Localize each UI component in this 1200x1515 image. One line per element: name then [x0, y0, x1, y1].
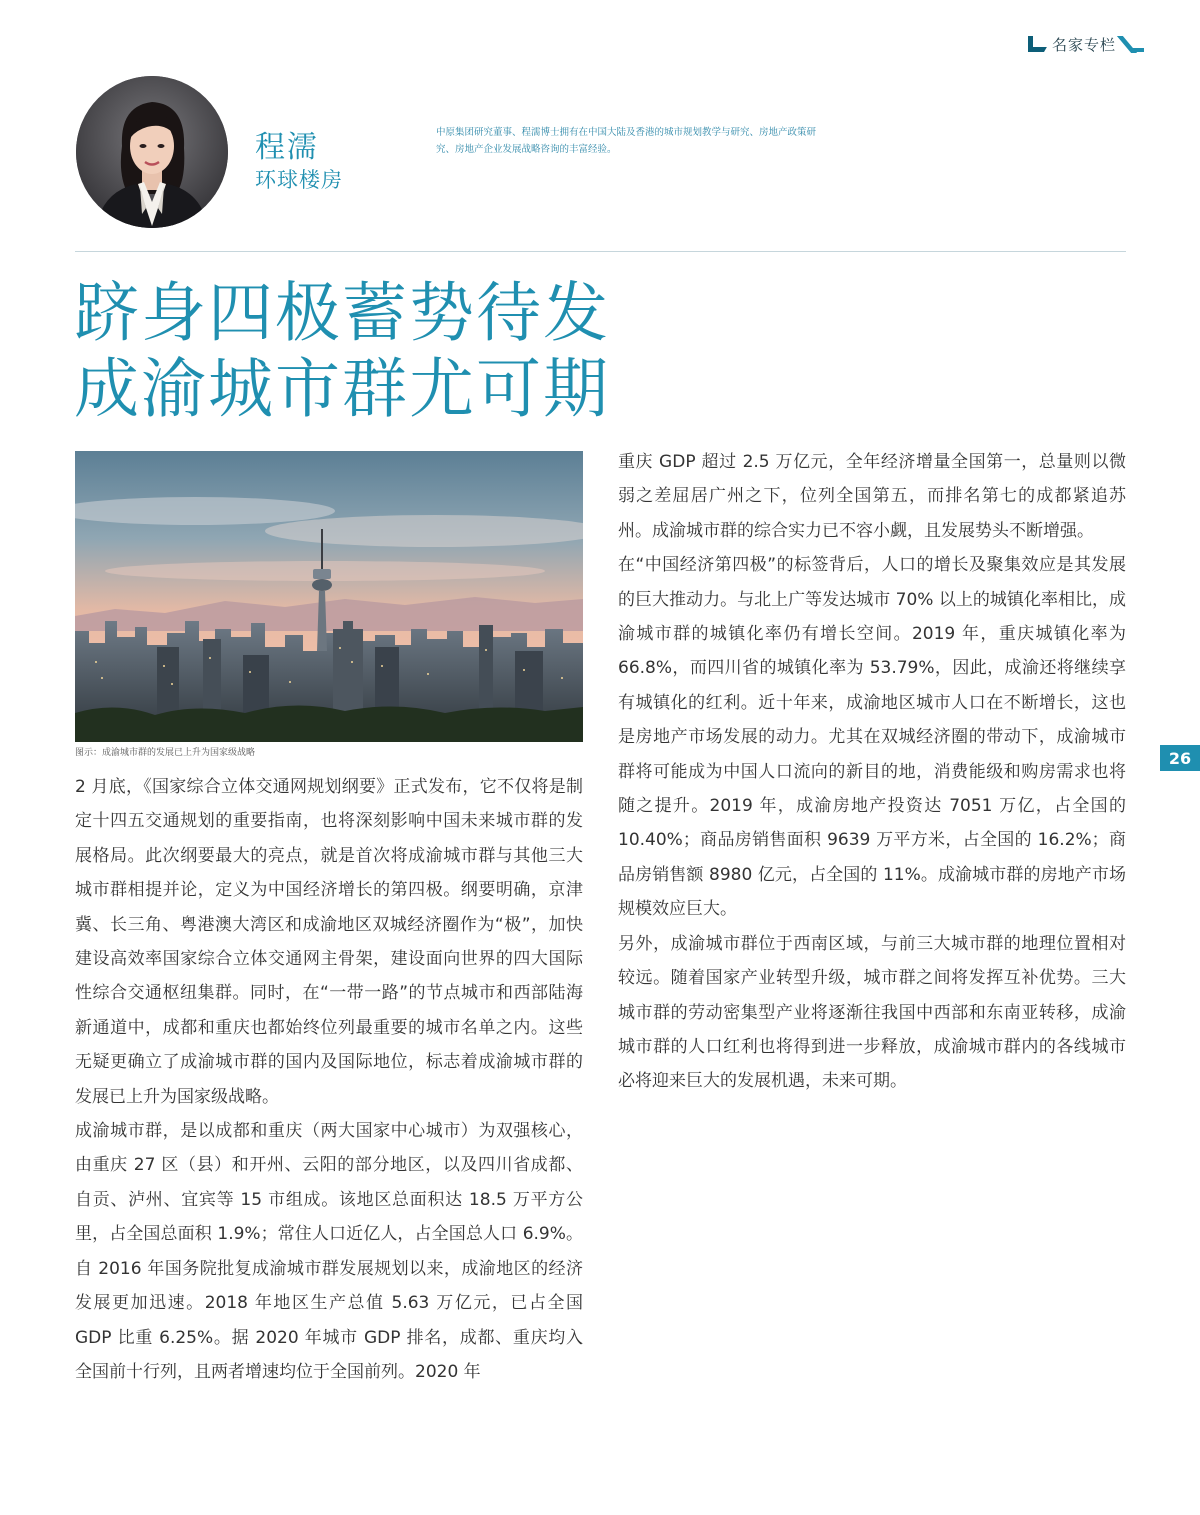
skyline-photo — [75, 451, 583, 742]
corner-mark-icon — [1028, 36, 1044, 52]
author-name: 程濡 — [255, 130, 319, 165]
headline-line-2: 成渝城市群尤可期 — [74, 352, 611, 427]
photo-caption: 图示：成渝城市群的发展已上升为国家级战略 — [75, 748, 256, 758]
paragraph: 重庆 GDP 超过 2.5 万亿元，全年经济增量全国第一，总量则以微弱之差屈居广州之下，位列全国第五，而排名第七的成都紧追苏州。成渝城市群的综合实力已不容小觑，且发展势头不断增强。 — [618, 452, 1126, 541]
page-number: 26 — [1160, 745, 1200, 771]
author-avatar — [76, 76, 228, 228]
paragraph: 在“中国经济第四极”的标签背后，人口的增长及聚集效应是其发展的巨大推动力。与北上广等发达城市 70% 以上的城镇化率相比，成渝城市群的城镇化率仍有增长空间。2019 年，重庆城镇化率为 66.8%，而四川省的城镇化率为 53.79%，因此，成渝还将继续享有城镇化的红利。近十年来，成渝地区城市人口在不断增长，这也是房地产市场发展的动力。尤其在双城经济圈的带动下，成渝城市群将可能成为中国人口流向的新目的地，消费能级和购房需求也将随之提升。2019 年，成渝房地产投资达 7051 万亿，占全国的 10.40%；商品房销售面积 9639 万平方米，占全国的 16.2%；商品房销售额 8980 亿元，占全国的 11%。成渝城市群的房地产市场规模效应巨大。 — [618, 555, 1126, 920]
author-bio: 中原集团研究董事、程濡博士拥有在中国大陆及香港的城市规划教学与研究、房地产政策研究、房地产企业发展战略咨询的丰富经验。 — [436, 127, 817, 155]
paragraph: 成渝城市群，是以成都和重庆（两大国家中心城市）为双强核心，由重庆 27 区（县）和开州、云阳的部分地区，以及四川省成都、自贡、泸州、宜宾等 15 市组成。该地区总面积达 18.5 万平方公里，占全国总面积 1.9%；常住人口近亿人，占全国总人口 6.9%。自 2016 年国务院批复成渝城市群发展规划以来，成渝地区的经济发展更加迅速。2018 年地区生产总值 5.63 万亿元，已占全国 GDP 比重 6.25%。据 2020 年城市 GDP 排名，成都、重庆均入全国前十行列，且两者增速均位于全国前列。2020 年 — [75, 1121, 583, 1382]
headline-line-1: 跻身四极蓄势待发 — [74, 276, 611, 351]
paragraph: 2 月底，《国家综合立体交通网规划纲要》正式发布，它不仅将是制定十四五交通规划的重要指南，也将深刻影响中国未来城市群的发展格局。此次纲要最大的亮点，就是首次将成渝城市群与其他三大城市群相提并论，定义为中国经济增长的第四极。纲要明确，京津冀、长三角、粤港澳大湾区和成渝地区双城经济圈作为“极”，加快建设高效率国家综合立体交通网主骨架，建设面向世界的四大国际性综合交通枢纽集群。同时，在“一带一路”的节点城市和西部陆海新通道中，成都和重庆也都始终位列最重要的城市名单之内。这些无疑更确立了成渝城市群的国内及国际地位，标志着成渝城市群的发展已上升为国家级战略。 — [75, 777, 583, 1107]
body-right-column — [618, 445, 1126, 1099]
column-tag — [1028, 32, 1144, 56]
column-label: 名家专栏 — [1052, 35, 1117, 54]
slash-mark-icon — [1122, 36, 1144, 52]
header-divider — [75, 251, 1126, 252]
body-left-column — [75, 770, 583, 1389]
headline — [74, 276, 610, 428]
author-organization: 环球楼房 — [255, 168, 343, 192]
paragraph: 另外，成渝城市群位于西南区域，与前三大城市群的地理位置相对较远。随着国家产业转型升级，城市群之间将发挥互补优势。三大城市群的劳动密集型产业将逐渐往我国中西部和东南亚转移，成渝城市群的人口红利也将得到进一步释放，成渝城市群内的各线城市必将迎来巨大的发展机遇，未来可期。 — [618, 933, 1126, 1092]
